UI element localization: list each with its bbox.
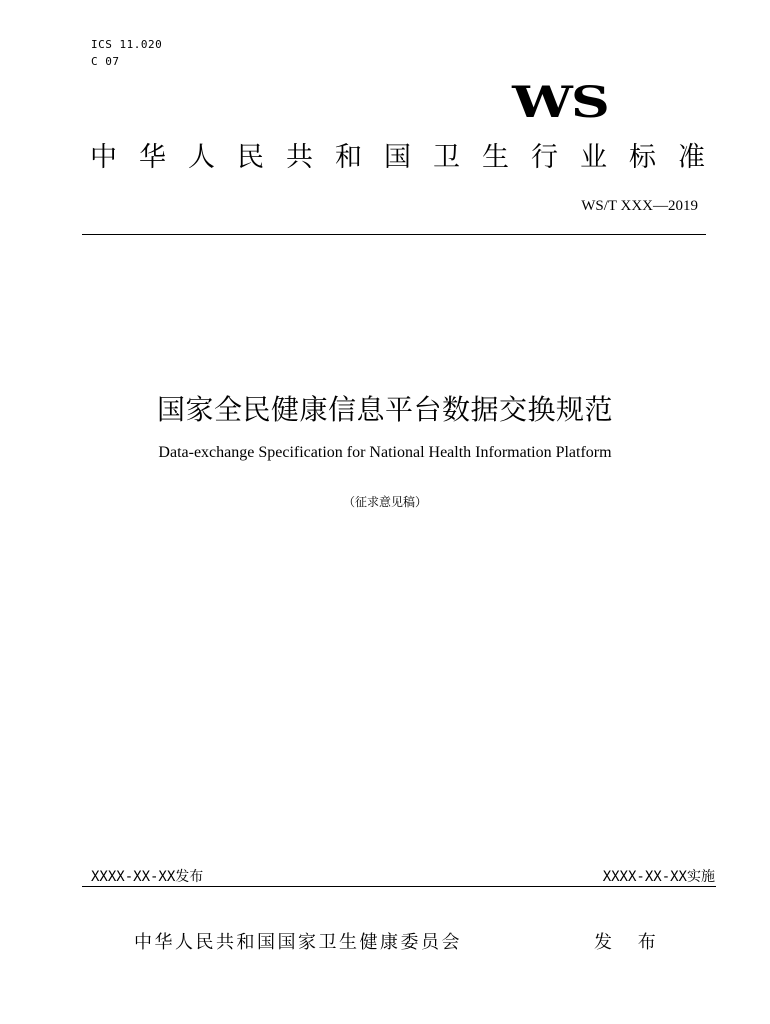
ccs-code: C 07 bbox=[91, 55, 120, 68]
document-title-chinese: 国家全民健康信息平台数据交换规范 bbox=[156, 393, 613, 426]
issue-date: XXXX-XX-XX bbox=[91, 869, 176, 885]
standard-type-char: 中 bbox=[90, 142, 117, 173]
document-title-english: Data-exchange Specification for National Health Information Platform bbox=[158, 444, 612, 461]
implementation-label: 实施 bbox=[687, 869, 715, 885]
standard-type-char: 华 bbox=[139, 142, 166, 173]
standard-type-char: 人 bbox=[188, 142, 215, 173]
ws-logo: WS bbox=[512, 76, 608, 128]
standard-type-char: 准 bbox=[678, 142, 705, 173]
issue-label: 发布 bbox=[175, 869, 204, 885]
standard-type-char: 国 bbox=[384, 142, 411, 173]
standard-type-char: 卫 bbox=[433, 142, 460, 173]
publish-label: 发 布 bbox=[594, 932, 666, 953]
standard-type-char: 和 bbox=[335, 142, 362, 173]
standard-type-heading bbox=[90, 140, 705, 176]
header-divider bbox=[82, 234, 706, 235]
standard-type-char: 民 bbox=[237, 142, 264, 173]
footer-divider bbox=[82, 886, 716, 887]
issue-date-line bbox=[91, 867, 203, 887]
standard-number: WS/T XXX—2019 bbox=[581, 198, 698, 214]
draft-status-note: （征求意见稿） bbox=[342, 495, 427, 509]
standard-type-char: 共 bbox=[286, 142, 313, 173]
standard-type-char: 标 bbox=[629, 142, 656, 173]
standard-type-char: 生 bbox=[482, 142, 509, 173]
standard-type-char: 业 bbox=[580, 142, 607, 173]
publisher-name: 中华人民共和国国家卫生健康委员会 bbox=[134, 932, 462, 953]
ics-code: ICS 11.020 bbox=[91, 38, 163, 51]
implementation-date-line bbox=[603, 867, 715, 887]
implementation-date: XXXX-XX-XX bbox=[602, 869, 687, 885]
standard-type-char: 行 bbox=[531, 142, 558, 173]
